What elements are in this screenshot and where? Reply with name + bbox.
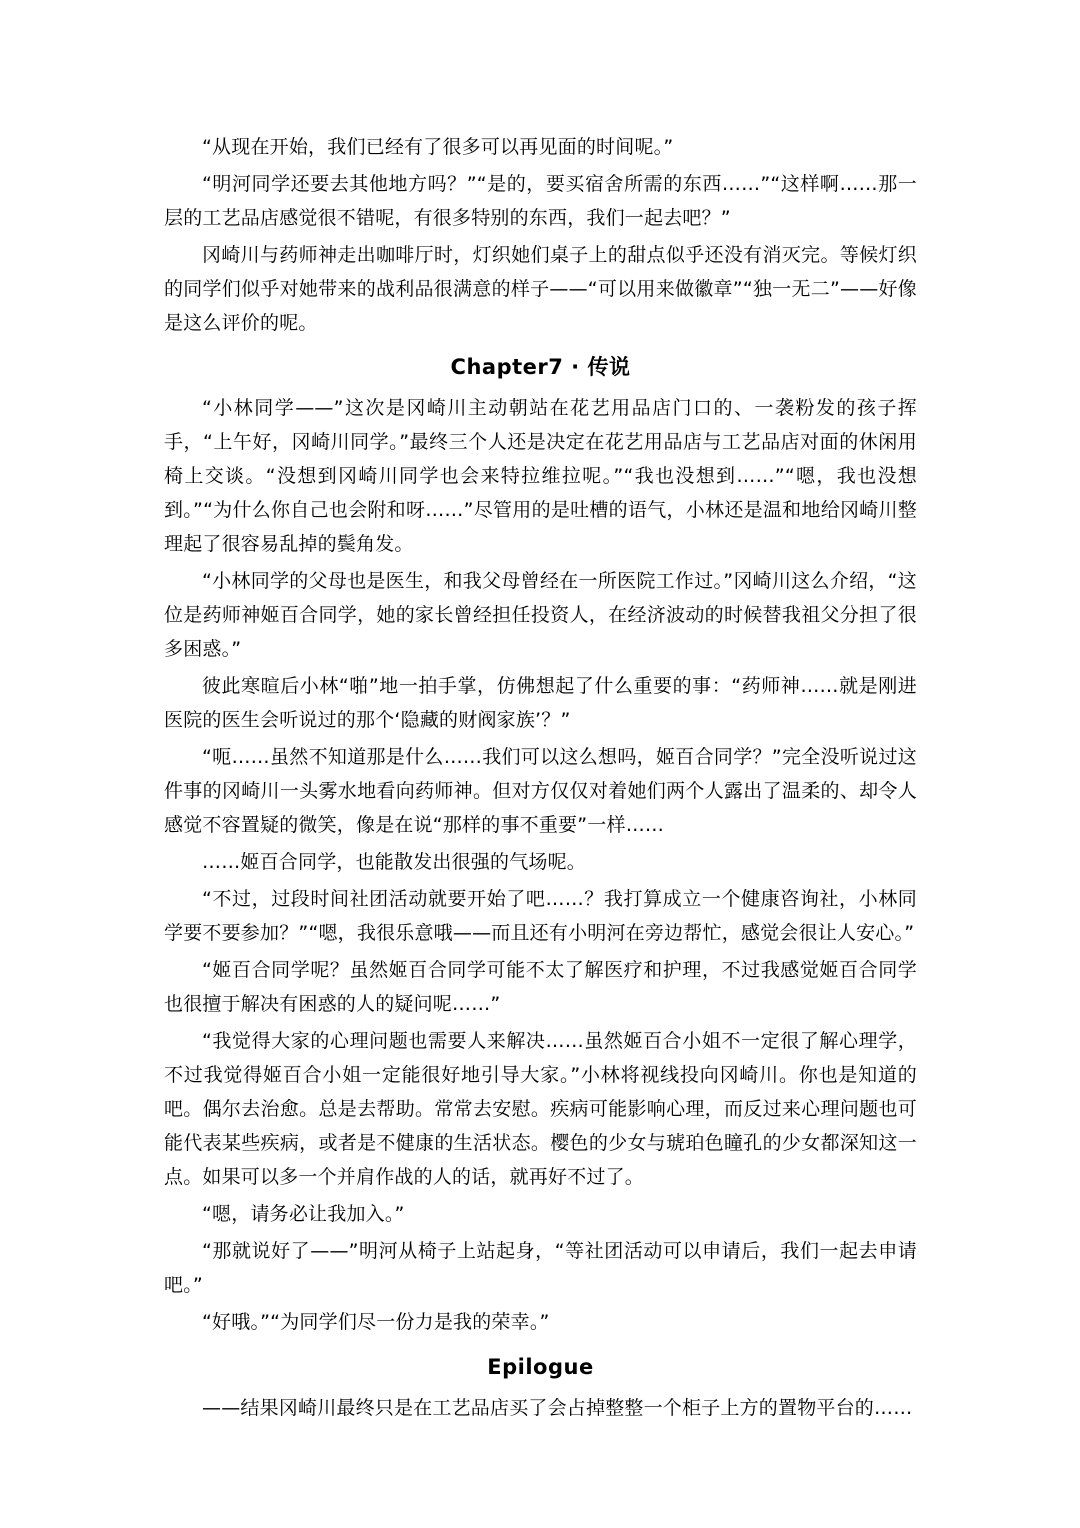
paragraph: “从现在开始，我们已经有了很多可以再见面的时间呢。”: [202, 136, 674, 158]
document-page: [164, 130, 917, 1428]
paragraph: “呃……虽然不知道那是什么……我们可以这么想吗，姬百合同学？”完全没听说过这件事的冈崎川一头雾水地看向药师神。但对方仅仅对着她们两个人露出了温柔的、却令人感觉不容置疑的微笑，像是在说“那样的事不重要”一样……: [164, 746, 917, 836]
paragraph: ……姬百合同学，也能散发出很强的气场呢。: [202, 851, 587, 873]
paragraph: “明河同学还要去其他地方吗？”“是的，要买宿舍所需的东西……”“这样啊……那一层的工艺品店感觉很不错呢，有很多特别的东西，我们一起去吧？”: [164, 173, 917, 229]
paragraph: “小林同学——”这次是冈崎川主动朝站在花艺用品店门口的、一袭粉发的孩子挥手，“上午好，冈崎川同学。”最终三个人还是决定在花艺用品店与工艺品店对面的休闲用椅上交谈。“没想到冈崎川同学也会来特拉维拉呢。”“我也没想到……”“嗯，我也没想到。”“为什么你自己也会附和呀……”尽管用的是吐槽的语气，小林还是温和地给冈崎川整理起了很容易乱掉的鬓角发。: [164, 397, 917, 555]
section-chapter7: [164, 352, 917, 1339]
paragraph: ——结果冈崎川最终只是在工艺品店买了会占掉整整一个柜子上方的置物平台的……: [202, 1397, 913, 1419]
chapter-heading: Chapter7 · 传说: [450, 355, 631, 379]
epilogue-heading: Epilogue: [487, 1355, 594, 1379]
paragraph: 彼此寒暄后小林“啪”地一拍手掌，仿佛想起了什么重要的事：“药师神……就是刚进医院的医生会听说过的那个‘隐藏的财阀家族’？”: [164, 675, 917, 731]
paragraph: “那就说好了——”明河从椅子上站起身，“等社团活动可以申请后，我们一起去申请吧。”: [164, 1240, 917, 1296]
paragraph: “不过，过段时间社团活动就要开始了吧……？我打算成立一个健康咨询社，小林同学要不要参加？”“嗯，我很乐意哦——而且还有小明河在旁边帮忙，感觉会很让人安心。”: [164, 888, 917, 944]
section-intro: [164, 130, 917, 340]
paragraph: “我觉得大家的心理问题也需要人来解决……虽然姬百合小姐不一定很了解心理学，不过我觉得姬百合小姐一定能很好地引导大家。”小林将视线投向冈崎川。你也是知道的吧。偶尔去治愈。总是去帮助。常常去安慰。疾病可能影响心理，而反过来心理问题也可能代表某些疾病，或者是不健康的生活状态。樱色的少女与琥珀色瞳孔的少女都深知这一点。如果可以多一个并肩作战的人的话，就再好不过了。: [164, 1030, 917, 1188]
paragraph: “好哦。”“为同学们尽一份力是我的荣幸。”: [202, 1311, 550, 1333]
paragraph: 冈崎川与药师神走出咖啡厅时，灯织她们桌子上的甜点似乎还没有消灭完。等候灯织的同学们似乎对她带来的战利品很满意的样子——“可以用来做徽章”“独一无二”——好像是这么评价的呢。: [164, 244, 917, 334]
paragraph: “姬百合同学呢？虽然姬百合同学可能不太了解医疗和护理，不过我感觉姬百合同学也很擅于解决有困惑的人的疑问呢……”: [164, 959, 917, 1015]
paragraph: “小林同学的父母也是医生，和我父母曾经在一所医院工作过。”冈崎川这么介绍，“这位是药师神姬百合同学，她的家长曾经担任投资人，在经济波动的时候替我祖父分担了很多困惑。”: [164, 570, 917, 660]
section-epilogue: [164, 1352, 917, 1425]
paragraph: “嗯，请务必让我加入。”: [202, 1203, 405, 1225]
